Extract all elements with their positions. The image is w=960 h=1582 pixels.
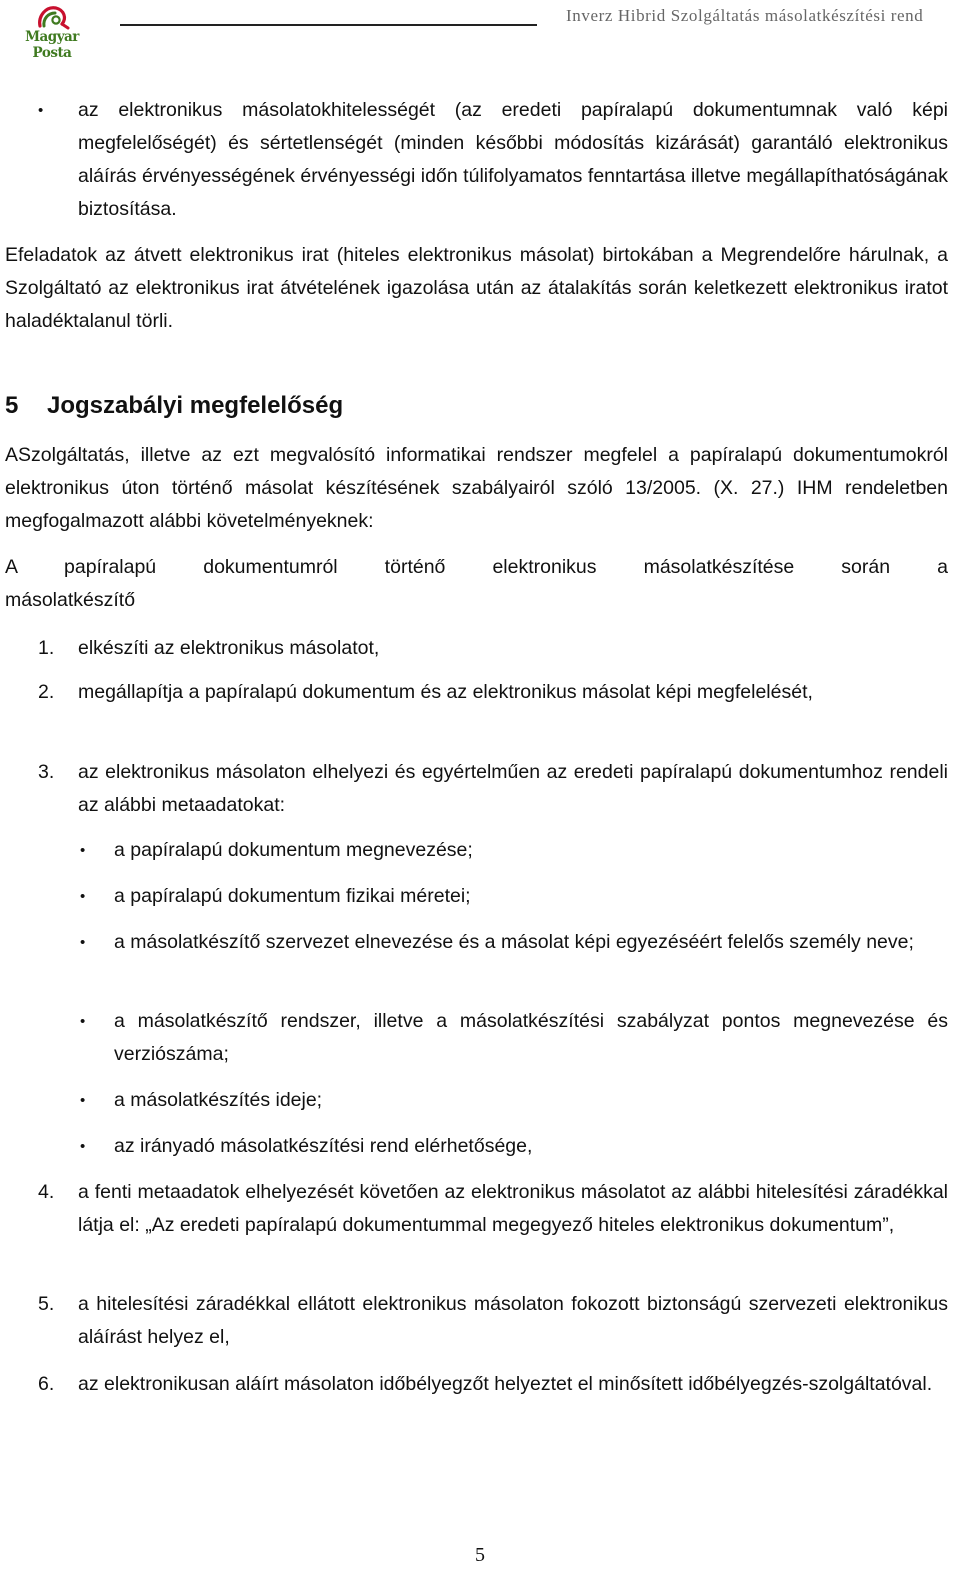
paragraph: ASzolgáltatás, illetve az ezt megvalósító informatikai rendszer megfelel a papíralapú dokumentumokról elektronikus úton történő másolat készítésének szabályairól szóló 13/2005. (X. 27.) IHM rendeletben megfogalmazott alábbi követelményeknek: (5, 444, 948, 532)
metadata-item: a másolatkészítés ideje; (114, 1089, 323, 1111)
bullet-icon: • (80, 888, 86, 905)
section-title: Jogszabályi megfelelőség (47, 392, 344, 419)
step-number: 3. (38, 761, 55, 783)
metadata-item: a papíralapú dokumentum fizikai méretei; (114, 885, 471, 907)
metadata-item: az irányadó másolatkészítési rend elérhetősége, (114, 1135, 533, 1157)
bullet-icon: • (80, 1138, 86, 1155)
metadata-item: a másolatkészítő rendszer, illetve a másolatkészítési szabályzat pontos megnevezése és verziószáma; (114, 1010, 948, 1065)
paragraph-line: A papíralapú dokumentumról történő elektronikus másolatkészítése során a (5, 556, 948, 578)
bullet-icon: • (80, 1092, 86, 1109)
paragraph-line: másolatkészítő (5, 589, 136, 611)
bullet-icon: • (80, 934, 86, 951)
step-text: megállapítja a papíralapú dokumentum és az elektronikus másolat képi megfelelését, (78, 681, 813, 703)
intro-bullet-text: az elektronikus másolatokhitelességét (az eredeti papíralapú dokumentumnak való képi megfelelőségét) és sértetlenségét (minden későbbi módosítás kizárását) garantáló elektronikus aláírás érvényességének érvényességi időn túlifolyamatos fenntartása illetve megállapíthatóságának biztosítása. (78, 99, 948, 220)
step-number: 1. (38, 637, 55, 659)
document-title: Inverz Hibrid Szolgáltatás másolatkészítési rend (566, 6, 924, 25)
bullet-icon: • (80, 842, 86, 859)
section-heading (5, 388, 343, 424)
header-rule (120, 24, 537, 26)
paragraph: Efeladatok az átvett elektronikus irat (hiteles elektronikus másolat) birtokában a Megrendelőre hárulnak, a Szolgáltató az elektronikus irat átvételének igazolása után az átalakítás során keletkezett elektronikus iratot haladéktalanul törli. (5, 244, 948, 332)
page-header (0, 0, 960, 70)
magyar-posta-logo (12, 2, 92, 61)
step-text: az elektronikusan aláírt másolaton időbélyegzőt helyeztet el minősített időbélyegzés-szolgáltatóval. (78, 1373, 933, 1395)
step-number: 6. (38, 1373, 55, 1395)
bullet-icon: • (38, 102, 44, 119)
metadata-item: a papíralapú dokumentum megnevezése; (114, 839, 473, 861)
section-number: 5 (5, 392, 19, 419)
page-number: 5 (475, 1544, 485, 1566)
step-text: az elektronikus másolaton elhelyezi és egyértelműen az eredeti papíralapú dokumentumhoz rendeli az alábbi metaadatokat: (78, 761, 948, 816)
step-number: 2. (38, 681, 55, 703)
step-number: 4. (38, 1181, 55, 1203)
logo-text: Magyar Posta (25, 29, 79, 61)
step-number: 5. (38, 1293, 55, 1315)
step-text: elkészíti az elektronikus másolatot, (78, 637, 380, 659)
step-text: a fenti metaadatok elhelyezését követően az elektronikus másolatot az alábbi hitelesítési záradékkal látja el: „Az eredeti papíralapú dokumentummal megegyező hiteles elektronikus dokumentum”, (78, 1181, 948, 1236)
step-text: a hitelesítési záradékkal ellátott elektronikus másolaton fokozott biztonságú szervezeti elektronikus aláírást helyez el, (78, 1293, 948, 1348)
posthorn-logo-icon (34, 2, 74, 32)
bullet-icon: • (80, 1013, 86, 1030)
metadata-item: a másolatkészítő szervezet elnevezése és a másolat képi egyezéséért felelős személy neve; (114, 931, 914, 953)
